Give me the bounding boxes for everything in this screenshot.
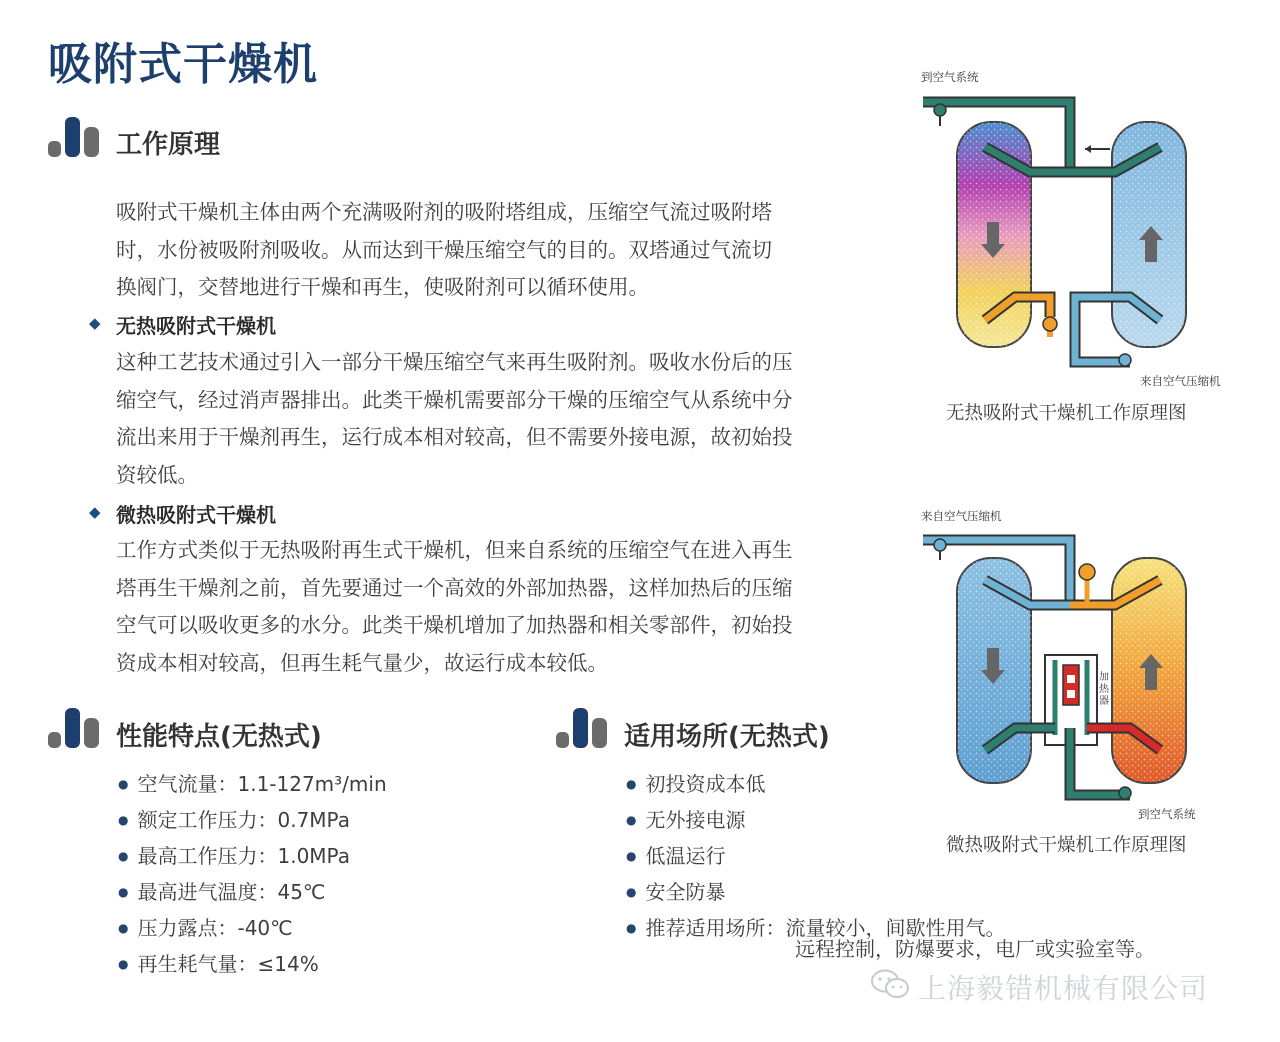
heatless-line: 资较低。: [116, 462, 198, 487]
heatless-description: [116, 344, 846, 494]
bar-chart-icon: [48, 115, 102, 159]
applications-continuation: 远程控制，防爆要求，电厂或实验室等。: [795, 937, 1155, 961]
heatless-line: 缩空气，经过消声器排出。此类干燥机需要部分干燥的压缩空气从系统中分: [116, 387, 793, 412]
list-item: ● 安全防暴: [626, 876, 1005, 912]
heated-line: 资成本相对较高，但再生耗气量少，故运行成本较低。: [116, 650, 608, 675]
performance-list: [118, 768, 387, 984]
diagram-label-heater: 加热器: [1099, 672, 1109, 707]
subheading-heated: 微热吸附式干燥机: [116, 503, 276, 527]
list-item: ● 无外接电源: [626, 804, 1005, 840]
intro-line: 吸附式干燥机主体由两个充满吸附剂的吸附塔组成，压缩空气流过吸附塔: [116, 200, 772, 224]
list-item: ● 最高工作压力：1.0MPa: [118, 840, 387, 876]
list-item: ● 额定工作压力：0.7MPa: [118, 804, 387, 840]
section-heading-performance: 性能特点(无热式): [116, 722, 322, 752]
list-item: ● 最高进气温度：45℃: [118, 876, 387, 912]
heatless-line: 这种工艺技术通过引入一部分干燥压缩空气来再生吸附剂。吸收水份后的压: [116, 350, 793, 374]
diagram-label-from-compressor: 来自空气压缩机: [921, 509, 1002, 523]
page-title: 吸附式干燥机: [48, 39, 318, 90]
list-item: ● 推荐适用场所：流量较小，间歇性用气。: [626, 912, 1005, 948]
heated-line: 空气可以吸收更多的水分。此类干燥机增加了加热器和相关零部件，初始投: [116, 613, 793, 637]
heated-description: [116, 532, 846, 682]
intro-line: 换阀门，交替地进行干燥和再生，使吸附剂可以循环使用。: [116, 275, 649, 299]
section-heading-principle: 工作原理: [116, 130, 221, 160]
list-item: ● 空气流量：1.1-127m³/min: [118, 768, 387, 804]
diagram-label-from-compressor: 来自空气压缩机: [1140, 374, 1221, 388]
principle-intro: [116, 194, 846, 307]
list-item: ● 压力露点：-40℃: [118, 912, 387, 948]
heatless-dryer-diagram: [915, 62, 1205, 382]
heated-line: 工作方式类似于无热吸附再生式干燥机，但来自系统的压缩空气在进入再生: [116, 538, 793, 562]
heated-dryer-diagram: [915, 500, 1205, 820]
diagram-label-to-air-system: 到空气系统: [921, 70, 979, 84]
diagram-label-to-air-system: 到空气系统: [1138, 807, 1196, 821]
watermark-company-name: 上海毅错机械有限公司: [918, 972, 1209, 1005]
intro-line: 时，水份被吸附剂吸收。从而达到干燥压缩空气的目的。双塔通过气流切: [116, 237, 772, 262]
heated-line: 塔再生干燥剂之前，首先要通过一个高效的外部加热器，这样加热后的压缩: [116, 575, 793, 600]
subheading-heatless: 无热吸附式干燥机: [116, 314, 276, 338]
bar-chart-icon: [48, 706, 102, 750]
section-heading-applications: 适用场所(无热式): [624, 722, 830, 752]
bar-chart-icon: [556, 706, 610, 750]
list-item: ● 初投资成本低: [626, 768, 1005, 804]
heatless-line: 流出来用于干燥剂再生，运行成本相对较高，但不需要外接电源，故初始投: [116, 425, 793, 449]
list-item: ● 再生耗气量：≤14%: [118, 948, 387, 984]
diagram-caption: 无热吸附式干燥机工作原理图: [946, 403, 1187, 424]
diamond-bullet-icon: ◆: [89, 314, 101, 332]
diamond-bullet-icon: ◆: [89, 503, 101, 521]
diagram-caption: 微热吸附式干燥机工作原理图: [946, 835, 1187, 856]
wechat-icon: [870, 968, 910, 1000]
list-item: ● 低温运行: [626, 840, 1005, 876]
